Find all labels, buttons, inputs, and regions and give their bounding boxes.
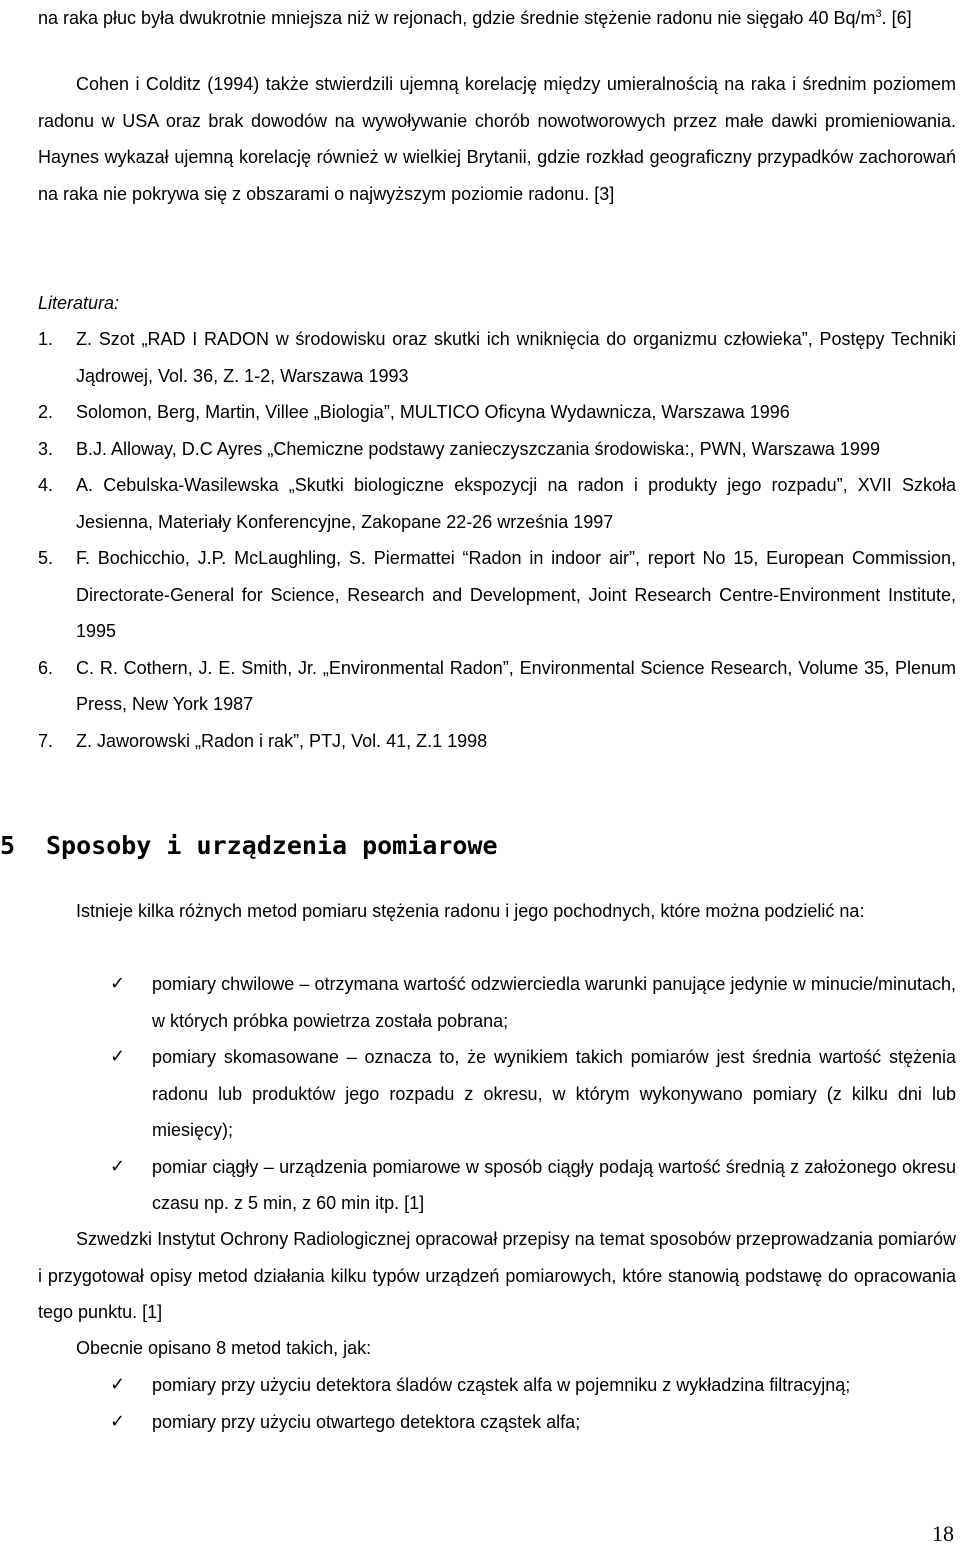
check-mark-icon: ✓ bbox=[110, 1046, 126, 1067]
methods-intro-text: Istnieje kilka różnych metod pomiaru stężenia radonu i jego pochodnych, które można podzielić na: bbox=[76, 901, 865, 921]
methods-count-paragraph bbox=[38, 1330, 956, 1367]
reference-item bbox=[38, 540, 956, 650]
reference-item bbox=[38, 394, 956, 431]
reference-item bbox=[38, 321, 956, 394]
list-item-text: pomiary przy użyciu detektora śladów cząstek alfa w pojemniku z wykładzina filtracyjną; bbox=[152, 1375, 851, 1395]
swedish-institute-paragraph bbox=[38, 1221, 956, 1331]
reference-number: 7. bbox=[38, 730, 54, 751]
reference-text: B.J. Alloway, D.C Ayres „Chemiczne podstawy zanieczyszczania środowiska:, PWN, Warszawa 1999 bbox=[76, 438, 880, 459]
reference-list bbox=[38, 321, 956, 759]
cohen-paragraph-text: Cohen i Colditz (1994) także stwierdzili ujemną korelację między umieralnością na raka i średnim poziomem radonu w USA oraz brak dowodów na wywoływanie chorób nowotworowych przez małe dawki promieniowania. Haynes wykazał ujemną korelację również w wielkiej Brytanii, gdzie rozkład geograficzny przypadków zachorowań na raka nie pokrywa się z obszarami o najwyższym poziomie radonu. [3] bbox=[38, 74, 956, 204]
list-item-text: pomiary skomasowane – oznacza to, że wynikiem takich pomiarów jest średnia wartość stężenia radonu lub produktów jego rozpadu z okresu, w którym wykonywano pomiary (z kilku dni lub miesięcy); bbox=[152, 1047, 956, 1140]
list-item-text: pomiary przy użyciu otwartego detektora cząstek alfa; bbox=[152, 1411, 581, 1432]
reference-number: 5. bbox=[38, 548, 54, 568]
superscript-exponent: 3 bbox=[875, 8, 882, 20]
intro-paragraph bbox=[38, 0, 956, 37]
list-item bbox=[38, 1039, 956, 1149]
list-item bbox=[38, 966, 956, 1039]
reference-number: 6. bbox=[38, 657, 54, 678]
list-item bbox=[38, 1404, 956, 1441]
page-number: 18 bbox=[932, 1521, 954, 1546]
reference-number: 4. bbox=[38, 475, 54, 495]
swedish-institute-text: Szwedzki Instytut Ochrony Radiologicznej opracował przepisy na temat sposobów przeprowadzania pomiarów i przygotował opisy metod działania kilku typów urządzeń pomiarowych, które stanowią podstawę do opracowania tego punktu. [1] bbox=[38, 1229, 956, 1322]
reference-text: Z. Szot „RAD I RADON w środowisku oraz skutki ich wniknięcia do organizmu człowieka”, Postępy Techniki Jądrowej, Vol. 36, Z. 1-2, Warszawa 1993 bbox=[76, 329, 956, 386]
check-mark-icon: ✓ bbox=[110, 1374, 126, 1395]
reference-text: C. R. Cothern, J. E. Smith, Jr. „Environmental Radon”, Environmental Science Research, Volume 35, Plenum Press, New York 1987 bbox=[76, 657, 956, 714]
reference-number: 3. bbox=[38, 438, 54, 459]
reference-item bbox=[38, 650, 956, 723]
list-item bbox=[38, 1149, 956, 1222]
check-mark-icon: ✓ bbox=[110, 1155, 126, 1177]
intro-text: na raka płuc była dwukrotnie mniejsza niż w rejonach, gdzie średnie stężenie radonu nie sięgało 40 Bq/m bbox=[38, 8, 876, 28]
reference-text: F. Bochicchio, J.P. McLaughling, S. Piermattei “Radon in indoor air”, report No 15, European Commission, Directorate-General for Science, Research and Development, Joint Research Centre-Environment Institute, 1995 bbox=[76, 548, 956, 641]
check-mark-icon: ✓ bbox=[110, 973, 126, 994]
list-item bbox=[38, 1367, 956, 1404]
section-title: Sposoby i urządzenia pomiarowe bbox=[46, 831, 498, 860]
cohen-paragraph bbox=[38, 66, 956, 212]
reference-item bbox=[38, 723, 956, 760]
methods-count-text: Obecnie opisano 8 metod takich, jak: bbox=[76, 1338, 372, 1358]
reference-number: 2. bbox=[38, 402, 54, 422]
detector-methods-list bbox=[38, 1367, 956, 1440]
list-item-text: pomiary chwilowe – otrzymana wartość odzwierciedla warunki panujące jedynie w minucie/minutach, w których próbka powietrza została pobrana; bbox=[152, 974, 956, 1031]
section-heading bbox=[0, 826, 498, 866]
check-mark-icon: ✓ bbox=[110, 1410, 126, 1432]
measurement-types-list bbox=[38, 966, 956, 1222]
reference-item bbox=[38, 431, 956, 468]
reference-number: 1. bbox=[38, 329, 54, 349]
list-item-text: pomiar ciągły – urządzenia pomiarowe w sposób ciągły podają wartość średnią z założonego okresu czasu np. z 5 min, z 60 min itp. [1] bbox=[152, 1156, 956, 1213]
section-number: 5 bbox=[0, 831, 16, 860]
intro-citation: . [6] bbox=[881, 8, 912, 28]
literature-heading: Literatura: bbox=[38, 293, 120, 313]
reference-text: Z. Jaworowski „Radon i rak”, PTJ, Vol. 41, Z.1 1998 bbox=[76, 730, 488, 751]
methods-intro-paragraph bbox=[38, 893, 956, 930]
reference-text: Solomon, Berg, Martin, Villee „Biologia”, MULTICO Oficyna Wydawnicza, Warszawa 1996 bbox=[76, 402, 790, 422]
reference-text: A. Cebulska-Wasilewska „Skutki biologiczne ekspozycji na radon i produkty jego rozpadu”, XVII Szkoła Jesienna, Materiały Konferencyjne, Zakopane 22-26 września 1997 bbox=[76, 475, 956, 532]
reference-item bbox=[38, 467, 956, 540]
